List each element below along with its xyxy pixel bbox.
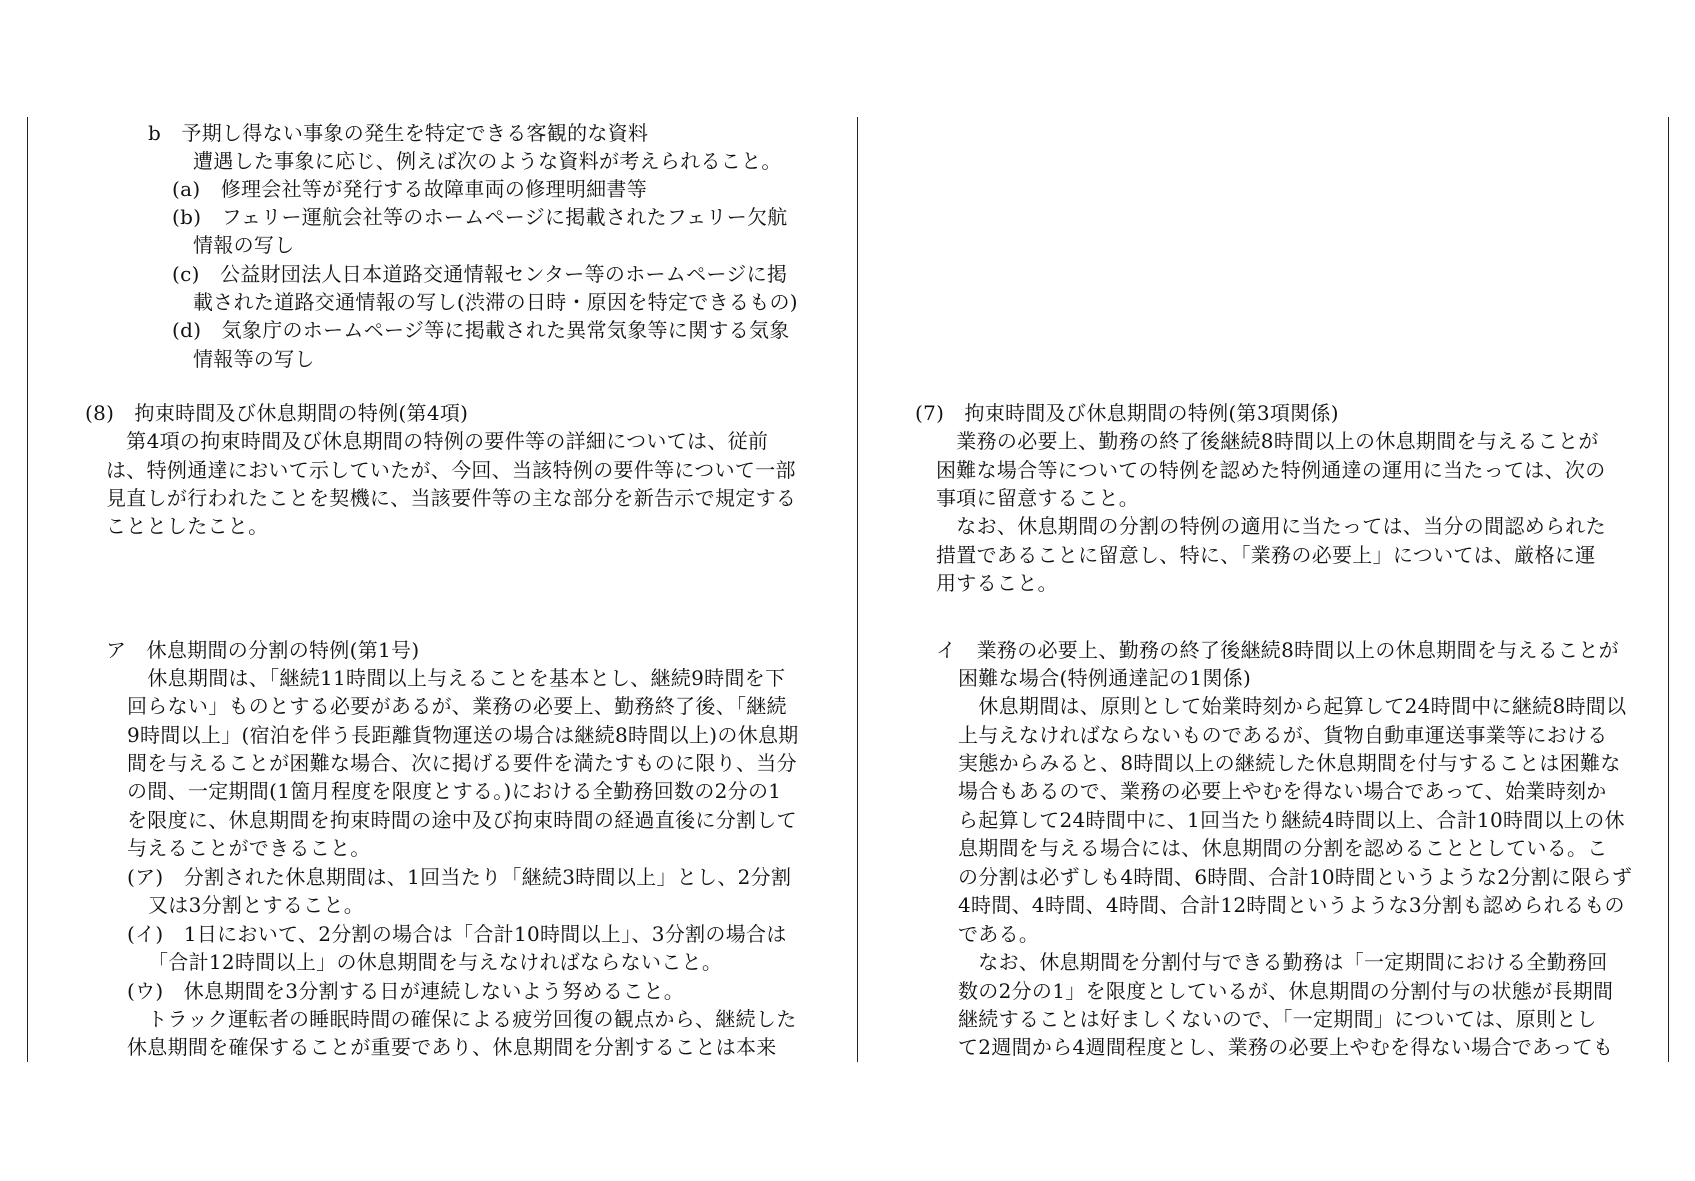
- section-a-sub-2: (イ) 1日において、2分割の場合は「合計10時間以上」、3分割の場合は: [127, 922, 787, 946]
- section-a-tail-1: トラック運転者の睡眠時間の確保による疲労回復の観点から、継続した: [127, 1007, 797, 1031]
- section-i-line-12: 継続することは好ましくないので、「一定期間」については、原則とし: [958, 1007, 1597, 1031]
- b-item-c: (c) 公益財団法人日本道路交通情報センター等のホームページに掲: [172, 262, 788, 286]
- b-item-d: (d) 気象庁のホームページ等に掲載された異常気象等に関する気象: [172, 318, 790, 342]
- section7-line-2: 困難な場合等についての特例を認めた特例通達の運用に当たっては、次の: [936, 458, 1606, 482]
- section-i-heading: イ 業務の必要上、勤務の終了後継続8時間以上の休息期間を与えることが: [936, 638, 1619, 662]
- section7-line-5: 措置であることに留意し、特に、「業務の必要上」については、厳格に運: [936, 543, 1596, 567]
- section7-line-4: なお、休息期間の分割の特例の適用に当たっては、当分の間認められた: [936, 514, 1606, 538]
- section-a-line-6: を限度に、休息期間を拘束時間の途中及び拘束時間の経過直後に分割して: [127, 808, 797, 832]
- section-i-line-8: 4時間、4時間、4時間、合計12時間というような3分割も認められるもの: [958, 893, 1625, 917]
- section-i-line-4: 場合もあるので、業務の必要上やむを得ない場合であって、始業時刻か: [958, 779, 1607, 803]
- section-a-line-7: 与えることができること。: [127, 836, 371, 860]
- b-item-d-cont: 情報等の写し: [193, 347, 315, 371]
- b-item-b: (b) フェリー運航会社等のホームページに掲載されたフェリー欠航: [172, 205, 788, 229]
- center-divider-line: [857, 117, 858, 1062]
- section-i-line-1: 休息期間は、原則として始業時刻から起算して24時間中に継続8時間以: [958, 694, 1627, 718]
- section-a-line-1: 休息期間は、「継続11時間以上与えることを基本とし、継続9時間を下: [127, 666, 786, 690]
- left-border-line: [27, 117, 28, 1062]
- section-i-line-6: 息期間を与える場合には、休息期間の分割を認めることとしている。こ: [958, 836, 1608, 860]
- section-i-line-5: ら起算して24時間中に、1回当たり継続4時間以上、合計10時間以上の休: [958, 808, 1625, 832]
- section7-line-1: 業務の必要上、勤務の終了後継続8時間以上の休息期間を与えることが: [936, 429, 1599, 453]
- section8-line-4: こととしたこと。: [106, 514, 269, 538]
- section-i-line-11: 数の2分の1」を限度としているが、休息期間の分割付与の状態が長期間: [958, 979, 1614, 1003]
- section8-line-2: は、特例通達において示していたが、今回、当該特例の要件等について一部: [106, 458, 796, 482]
- section-a-line-5: の間、一定期間(1箇月程度を限度とする。)における全勤務回数の2分の1: [127, 779, 782, 803]
- section-i-line-9: である。: [958, 922, 1040, 946]
- section8-line-1: 第4項の拘束時間及び休息期間の特例の要件等の詳細については、従前: [106, 429, 769, 453]
- section-a-line-3: 9時間以上」(宿泊を伴う長距離貨物運送の場合は継続8時間以上)の休息期: [127, 723, 799, 747]
- section-a-sub-2-cont: 「合計12時間以上」の休息期間を与えなければならないこと。: [148, 950, 723, 974]
- section-i-heading-cont: 困難な場合(特例通達記の1関係): [958, 666, 1252, 690]
- section-i-line-10: なお、休息期間を分割付与できる勤務は「一定期間における全勤務回: [958, 950, 1608, 974]
- section-a-line-2: 回らない」ものとする必要があるが、業務の必要上、勤務終了後、「継続: [127, 694, 787, 718]
- section-a-sub-1-cont: 又は3分割とすること。: [148, 893, 365, 917]
- section8-heading: (8) 拘束時間及び休息期間の特例(第4項): [85, 401, 469, 425]
- section7-line-6: 用すること。: [936, 571, 1058, 595]
- b-item-b-cont: 情報の写し: [193, 233, 295, 257]
- section-a-tail-2: 休息期間を確保することが重要であり、休息期間を分割することは本来: [127, 1035, 777, 1059]
- b-item-a: (a) 修理会社等が発行する故障車両の修理明細書等: [172, 177, 648, 201]
- b-intro: 遭遇した事象に応じ、例えば次のような資料が考えられること。: [193, 149, 782, 173]
- section-i-line-2: 上与えなければならないものであるが、貨物自動車運送事業等における: [958, 723, 1608, 747]
- section-a-sub-1: (ア) 分割された休息期間は、1回当たり「継続3時間以上」とし、2分割: [127, 865, 792, 889]
- section-a-heading: ア 休息期間の分割の特例(第1号): [106, 638, 420, 662]
- section-a-sub-3: (ウ) 休息期間を3分割する日が連続しないよう努めること。: [127, 979, 685, 1003]
- b-item-c-cont: 載された道路交通情報の写し(渋滞の日時・原因を特定できるもの): [193, 290, 798, 314]
- section8-line-3: 見直しが行われたことを契機に、当該要件等の主な部分を新告示で規定する: [106, 486, 797, 510]
- section-i-line-7: の分割は必ずしも4時間、6時間、合計10時間というような2分割に限らず: [958, 865, 1633, 889]
- b-heading: b 予期し得ない事象の発生を特定できる客観的な資料: [148, 121, 649, 145]
- section7-heading: (7) 拘束時間及び休息期間の特例(第3項関係): [915, 401, 1339, 425]
- right-border-line: [1668, 117, 1669, 1062]
- section7-line-3: 事項に留意すること。: [936, 486, 1139, 510]
- section-i-line-13: て2週間から4週間程度とし、業務の必要上やむを得ない場合であっても: [958, 1035, 1614, 1059]
- section-i-line-3: 実態からみると、8時間以上の継続した休息期間を付与することは困難な: [958, 751, 1621, 775]
- section-a-line-4: 間を与えることが困難な場合、次に掲げる要件を満たすものに限り、当分: [127, 751, 797, 775]
